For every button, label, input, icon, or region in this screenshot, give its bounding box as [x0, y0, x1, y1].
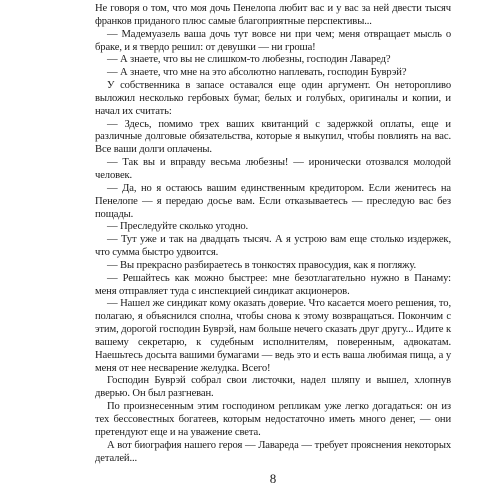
- paragraph: Не говоря о том, что моя дочь Пенелопа любит вас и у вас за ней двести тысяч франков приданого плюс самые благоприятные перспективы...: [95, 3, 451, 27]
- paragraph: У собственника в запасе оставался еще один аргумент. Он неторопливо выложил несколько гербовых бумаг, белых и голубых, оригиналы и копии, и начал их считать:: [95, 80, 451, 117]
- body-text: [95, 3, 451, 465]
- paragraph: По произнесенным этим господином репликам уже легко догадаться: он из тех бессовестных богатеев, которым недостаточно иметь много денег, — они претендуют еще и на уважение света.: [95, 401, 451, 438]
- paragraph: — А знаете, что мне на это абсолютно наплевать, господин Буврэй?: [107, 67, 407, 79]
- page-number: 8: [269, 471, 277, 486]
- paragraph: — Преследуйте сколько угодно.: [107, 221, 249, 233]
- paragraph: — Вы прекрасно разбираетесь в тонкостях правосудия, как я погляжу.: [107, 259, 417, 271]
- paragraph: — Мадемуазель ваша дочь тут вовсе ни при чем; меня отвращает мысль о браке, и я твердо решил: от девушки — ни гроша!: [95, 28, 451, 53]
- paragraph: — Так вы и вправду весьма любезны! — иронически отозвался молодой человек.: [95, 157, 451, 181]
- paragraph: А вот биография нашего героя — Лавареда — требует прояснения некоторых деталей...: [95, 439, 451, 464]
- paragraph: — Да, но я остаюсь вашим единственным кредитором. Если женитесь на Пенелопе — я передаю досье вам. Если отказываетесь — преследую вас без пощады.: [95, 182, 451, 220]
- paragraph: — Здесь, помимо трех ваших квитанций с задержкой оплаты, еще и различные долговые обязательства, которые я выкупил, чтобы повлиять на вас. Все ваши долги оплачены.: [95, 118, 451, 156]
- paragraph: — А знаете, что вы не слишком-то любезны, господин Лаваред?: [107, 54, 391, 66]
- paragraph: — Решайтесь как можно быстрее: мне безотлагательно нужно в Панаму: меня отправляет туда с инспекцией синдикат акционеров.: [95, 272, 451, 297]
- paragraph: Господин Буврэй собрал свои листочки, надел шляпу и вышел, хлопнув дверью. Он был разгневан.: [95, 375, 451, 400]
- paragraph: — Тут уже и так на двадцать тысяч. А я устрою вам еще столько издержек, что сумма быстро удвоится.: [95, 234, 451, 259]
- paragraph: — Нашел же синдикат кому оказать доверие. Что касается моего решения, то, полагаю, я объяснился сполна, чтобы снова к этому возвращаться. Покончим с этим, дорогой господин Буврэй, нам больше нечего сказать друг другу... Идите к вашему секретарю, к судебным исполнителям, поверенным, адвокатам. Наешьтесь досыта вашими бумагами — ведь это и есть ваша любимая пища, а у меня от нее несварение желудка. Всего!: [95, 298, 451, 374]
